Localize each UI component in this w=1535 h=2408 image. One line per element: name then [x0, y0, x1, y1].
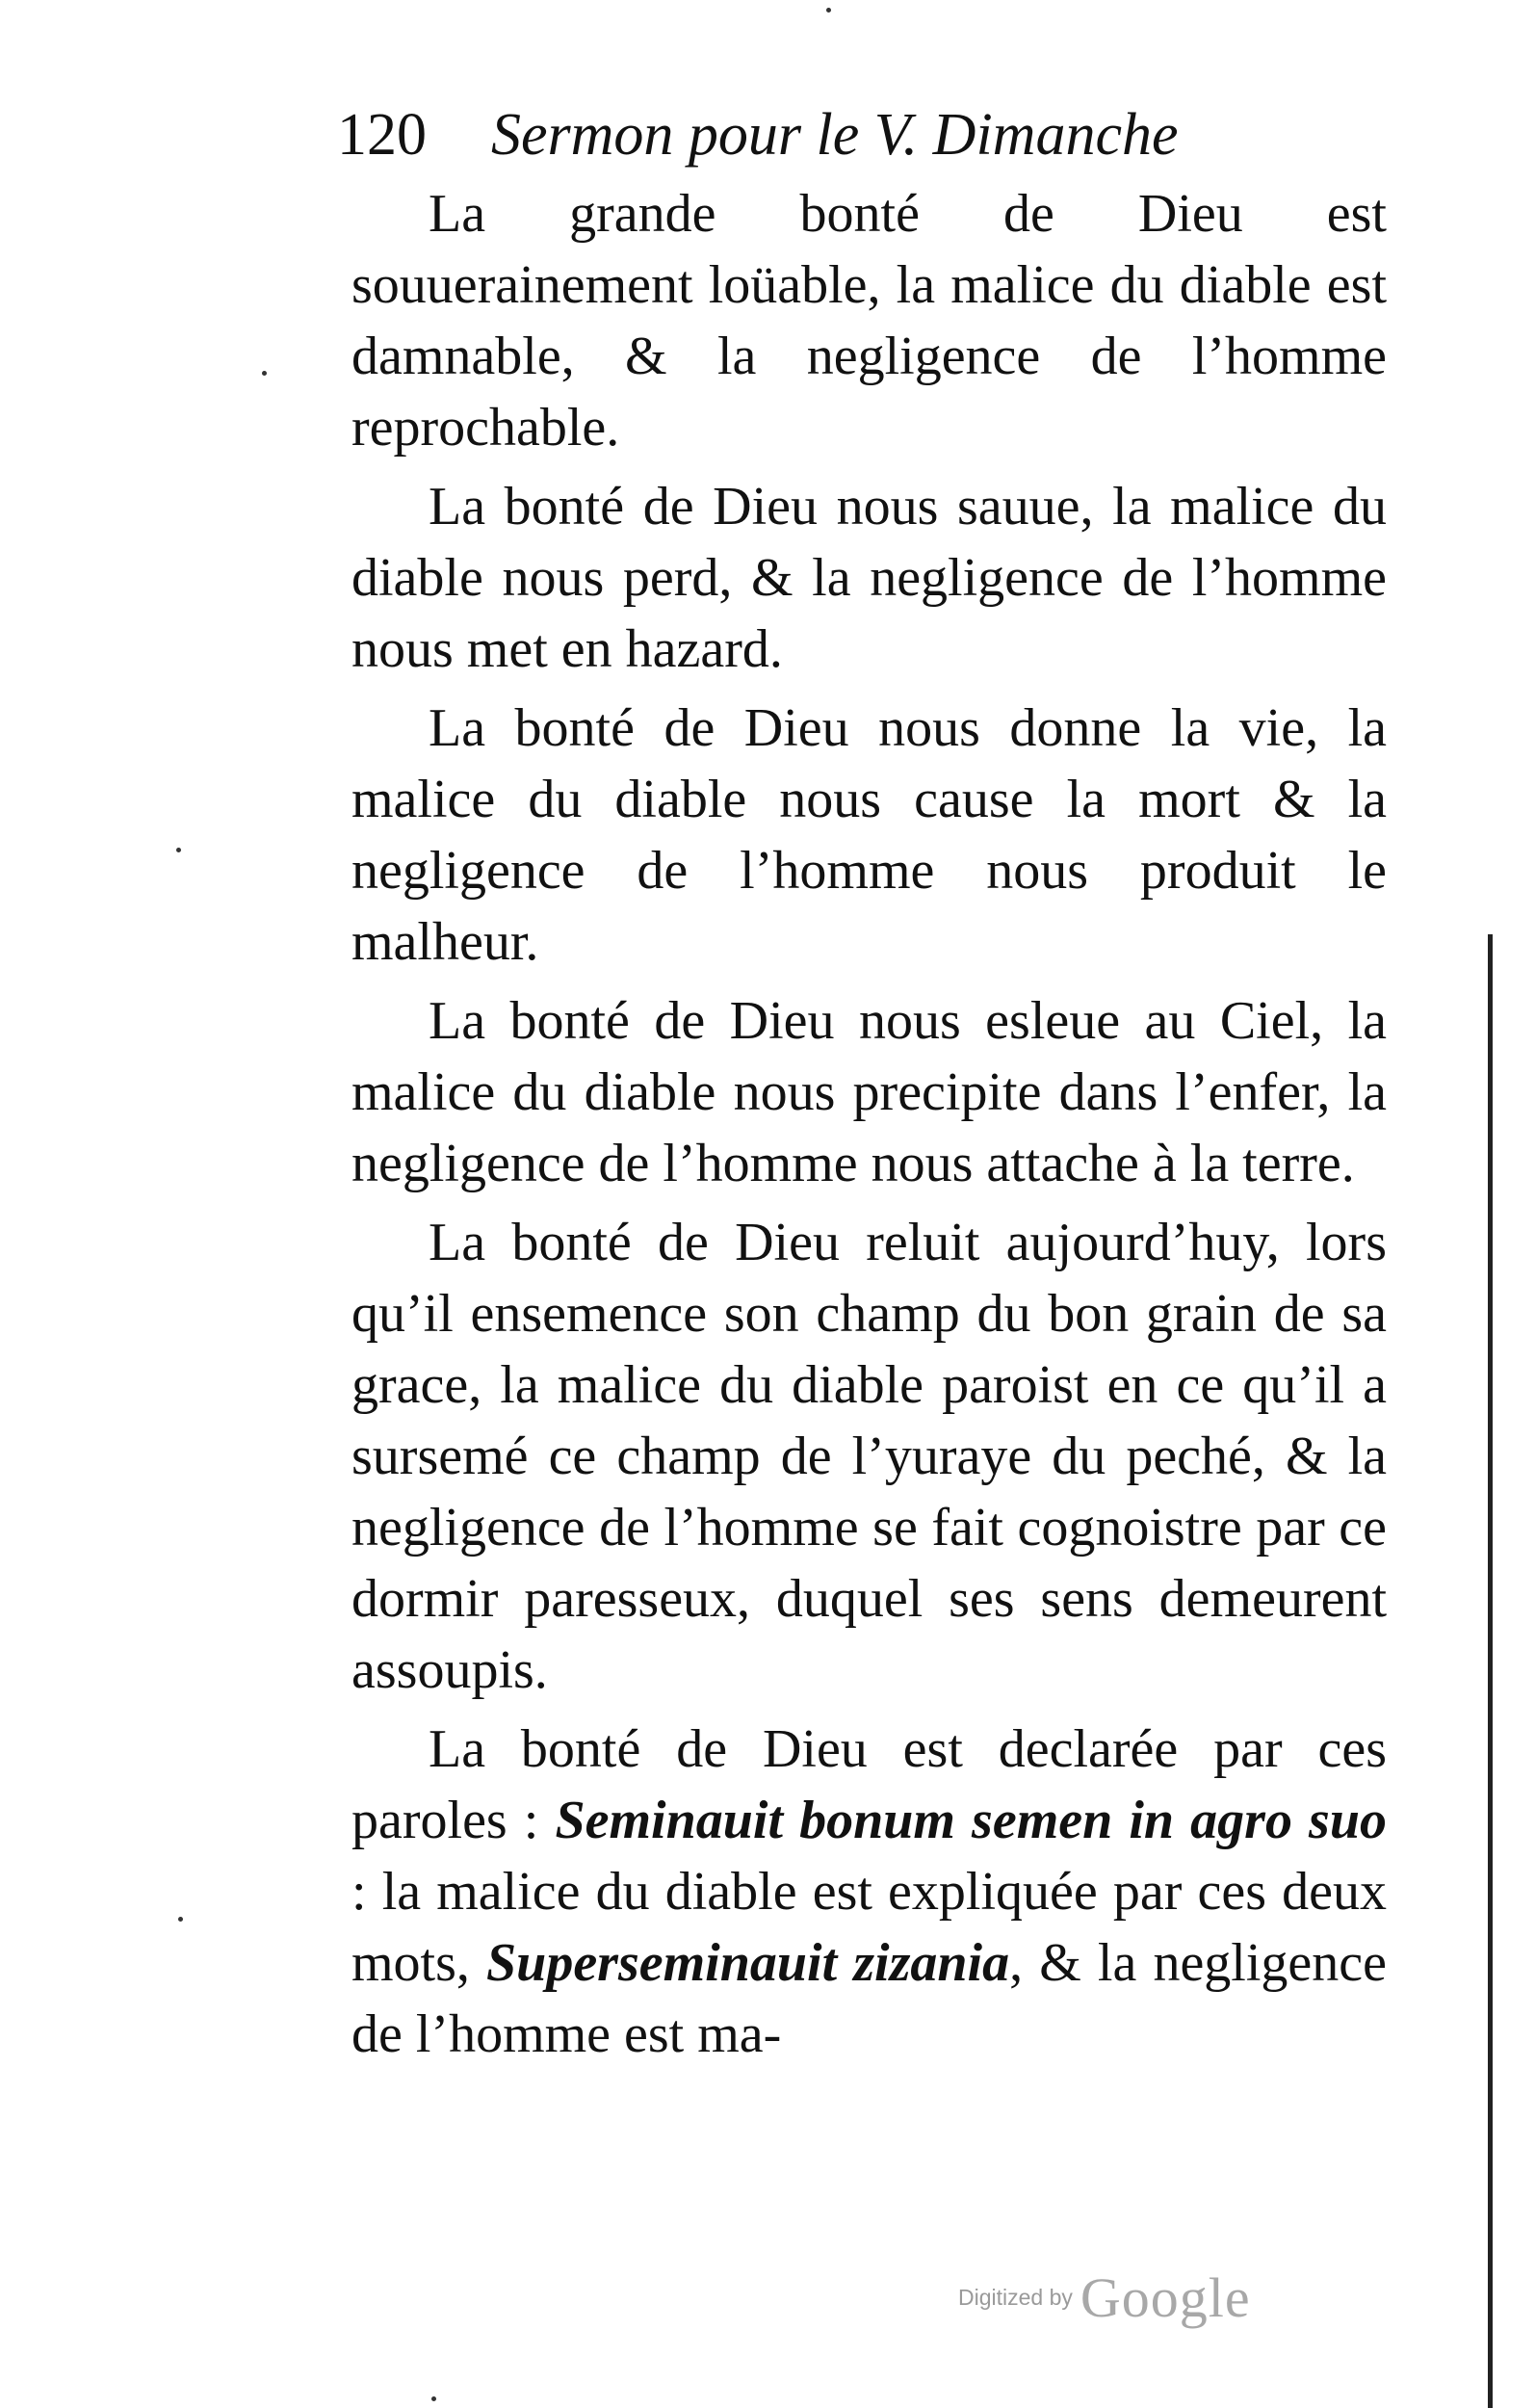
digitized-watermark — [958, 2254, 1363, 2341]
latin-quotation: Seminauit bonum semen in agro suo — [555, 1791, 1387, 1850]
body-text — [351, 178, 1387, 2078]
paragraph — [351, 178, 1387, 463]
page-header — [337, 92, 1396, 178]
paragraph-text: La bonté de Dieu reluit aujourd’huy, lors qu’il ensemence son champ du bon grain de sa grace, la malice du diable paroist en ce qu’il a sursemé ce champ de l’yuraye du peché, & la negligence de l’homme se fait cognoistre par ce dormir paresseux, duquel ses sens demeurent assoupis. — [351, 1213, 1387, 1700]
google-logo: Google — [1080, 2265, 1251, 2329]
paragraph-text: La grande bonté de Dieu est souuerainement loüable, la malice du diable est damnable, & la negligence de l’homme reprochable. — [351, 184, 1387, 458]
paragraph — [351, 985, 1387, 1199]
latin-quotation: Superseminauit zizania — [486, 1933, 1010, 1993]
digitized-by-text: Digitized by — [958, 2284, 1073, 2310]
ink-speck — [262, 371, 267, 376]
page-edge-line — [1488, 934, 1493, 2408]
paragraph — [351, 471, 1387, 685]
ink-speck — [178, 1917, 183, 1922]
paragraph-text: , & la negligence de l’homme est ma- — [351, 1933, 1387, 2064]
page-number: 120 — [337, 102, 427, 168]
paragraph-text: La bonté de Dieu nous esleue au Ciel, la malice du diable nous precipite dans l’enfer, la negligence de l’homme nous attache à la terre. — [351, 991, 1387, 1193]
running-title: Sermon pour le V. Dimanche — [491, 102, 1179, 168]
ink-speck — [826, 8, 831, 13]
ink-speck — [431, 2396, 436, 2401]
paragraph-text: : la malice du diable est expliquée par ces deux mots, — [351, 1862, 1387, 1993]
paragraph-text: La bonté de Dieu est declarée par ces paroles : — [351, 1719, 1387, 1850]
paragraph-text: La bonté de Dieu nous sauue, la malice du diable nous perd, & la negligence de l’homme nous met en hazard. — [351, 477, 1387, 679]
paragraph-text: La bonté de Dieu nous donne la vie, la malice du diable nous cause la mort & la negligence de l’homme nous produit le malheur. — [351, 698, 1387, 972]
ink-speck — [176, 848, 181, 852]
paragraph — [351, 1207, 1387, 1706]
paragraph — [351, 1714, 1387, 2070]
paragraph — [351, 693, 1387, 978]
